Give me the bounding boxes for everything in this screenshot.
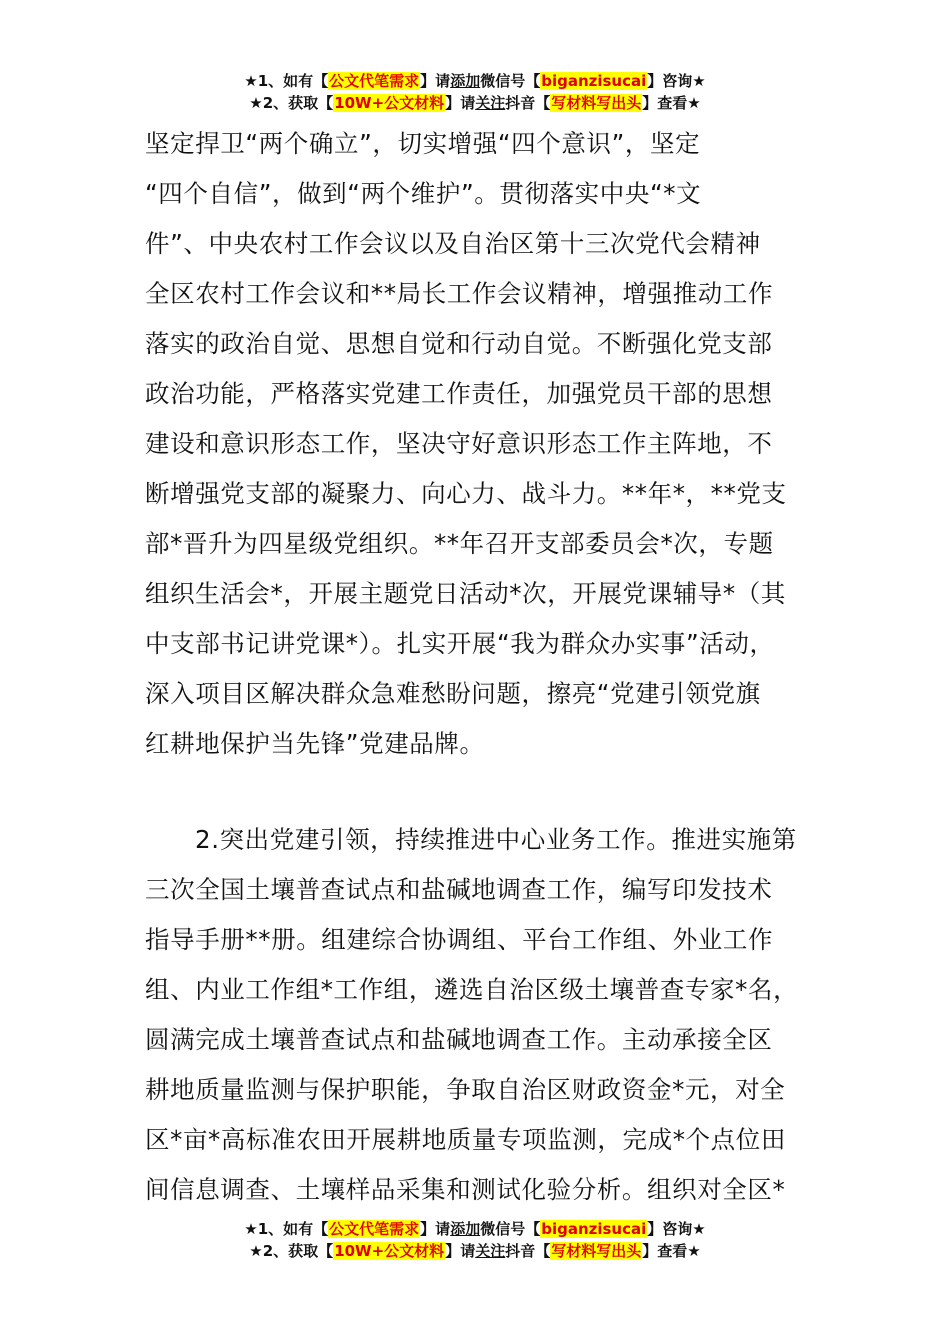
text-line: 中支部书记讲党课*）。扎实开展“我为群众办实事”活动，: [145, 629, 775, 658]
promo-wechat-id: biganzisucai: [541, 1220, 647, 1238]
promo-highlight: 10W+公文材料: [334, 94, 445, 112]
text-line: 全区农村工作会议和**局长工作会议精神，增强推动工作: [145, 279, 774, 308]
promo-highlight: 公文代笔需求: [329, 72, 420, 90]
text-line: 耕地质量监测与保护职能，争取自治区财政资金*元，对全: [145, 1075, 786, 1104]
promo-underlined: 关注: [475, 1242, 506, 1260]
promo-text: 】请: [420, 1220, 451, 1238]
text-line: 间信息调查、土壤样品采集和测试化验分析。组织对全区*: [145, 1175, 786, 1204]
promo-text: 】查看★: [642, 94, 701, 112]
promo-line-1: [0, 1218, 950, 1240]
text-line: 区*亩*高标准农田开展耕地质量专项监测，完成*个点位田: [145, 1125, 786, 1154]
promo-douyin-id: 写材料写出头: [551, 1242, 642, 1260]
promo-underlined: 添加: [450, 1220, 481, 1238]
text-line: 部*晋升为四星级党组织。**年召开支部委员会*次，专题: [145, 529, 774, 558]
promo-underlined: 关注: [475, 94, 506, 112]
promo-text: 】请: [420, 72, 451, 90]
text-line: 组、内业工作组*工作组，遴选自治区级土壤普查专家*名，: [145, 975, 799, 1004]
promo-text: ★1、如有【: [244, 72, 329, 90]
bottom-promo-banner: [0, 1218, 950, 1262]
text-line: 件”、中央农村工作会议以及自治区第十三次党代会精神: [145, 229, 761, 258]
text-line: 落实的政治自觉、思想自觉和行动自觉。不断强化党支部: [145, 329, 773, 358]
text-line: 建设和意识形态工作，坚决守好意识形态工作主阵地，不: [145, 429, 773, 458]
text-line: 政治功能，严格落实党建工作责任，加强党员干部的思想: [145, 379, 773, 408]
promo-text: ★1、如有【: [244, 1220, 329, 1238]
promo-text: 】请: [445, 1242, 476, 1260]
text-line: 红耕地保护当先锋”党建品牌。: [145, 729, 485, 758]
promo-douyin-id: 写材料写出头: [551, 94, 642, 112]
text-line: 圆满完成土壤普查试点和盐碱地调查工作。主动承接全区: [145, 1025, 773, 1054]
promo-text: 】咨询★: [647, 72, 706, 90]
promo-text: 】咨询★: [647, 1220, 706, 1238]
promo-text: 微信号【: [480, 72, 541, 90]
text-line: 三次全国土壤普查试点和盐碱地调查工作，编写印发技术: [145, 875, 773, 904]
promo-highlight: 公文代笔需求: [329, 1220, 420, 1238]
text-line-first: 2.突出党建引领，持续推进中心业务工作。推进实施第: [195, 825, 797, 854]
promo-text: ★2、获取【: [249, 1242, 334, 1260]
promo-text: 抖音【: [505, 1242, 551, 1260]
text-line: 组织生活会*，开展主题党日活动*次，开展党课辅导*（其: [145, 579, 786, 608]
promo-line-1: [0, 70, 950, 92]
promo-wechat-id: biganzisucai: [541, 72, 647, 90]
promo-text: 微信号【: [480, 1220, 541, 1238]
promo-text: 抖音【: [505, 94, 551, 112]
promo-highlight: 10W+公文材料: [334, 1242, 445, 1260]
top-promo-banner: [0, 70, 950, 114]
paragraph-central-business: [145, 815, 825, 1215]
promo-underlined: 添加: [450, 72, 481, 90]
promo-text: 】请: [445, 94, 476, 112]
promo-line-2: [0, 92, 950, 114]
paragraph-party-building: [145, 119, 825, 769]
promo-text: 】查看★: [642, 1242, 701, 1260]
text-line: “四个自信”，做到“两个维护”。贯彻落实中央“*文: [145, 179, 702, 208]
text-line: 坚定捍卫“两个确立”，切实增强“四个意识”，坚定: [145, 129, 701, 158]
text-line: 指导手册**册。组建综合协调组、平台工作组、外业工作: [145, 925, 774, 954]
promo-text: ★2、获取【: [249, 94, 334, 112]
promo-line-2: [0, 1240, 950, 1262]
text-line: 断增强党支部的凝聚力、向心力、战斗力。**年*，**党支: [145, 479, 787, 508]
text-line: 深入项目区解决群众急难愁盼问题，擦亮“党建引领党旗: [145, 679, 761, 708]
